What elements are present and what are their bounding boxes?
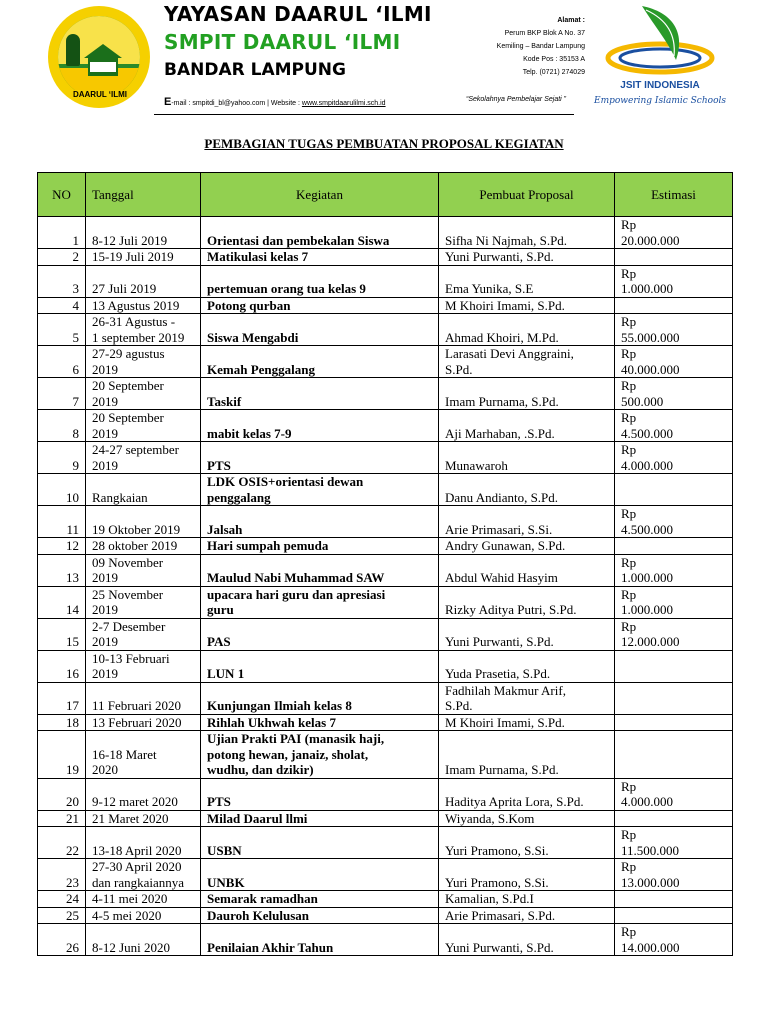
column-header-date: Tanggal: [86, 173, 201, 217]
table-row: [38, 249, 733, 266]
column-header-no: NO: [38, 173, 86, 217]
row-date: 4-5 mei 2020: [86, 907, 201, 924]
row-number: 23: [38, 859, 86, 891]
website-link[interactable]: www.smpitdaarulilmi.sch.id: [301, 100, 386, 107]
row-maker: Munawaroh: [439, 442, 615, 474]
row-maker: Yuni Purwanti, S.Pd.: [439, 249, 615, 266]
row-estimate: Rp 4.500.000: [615, 410, 733, 442]
row-estimate: Rp 500.000: [615, 378, 733, 410]
row-estimate: [615, 650, 733, 682]
row-estimate: Rp 11.500.000: [615, 827, 733, 859]
row-activity: Kunjungan Ilmiah kelas 8: [201, 682, 439, 714]
row-date: 16-18 Maret 2020: [86, 731, 201, 779]
row-number: 14: [38, 586, 86, 618]
table-row: [38, 410, 733, 442]
row-maker: Yuri Pramono, S.Si.: [439, 859, 615, 891]
row-estimate: Rp 55.000.000: [615, 314, 733, 346]
row-date: 2-7 Desember 2019: [86, 618, 201, 650]
row-number: 19: [38, 731, 86, 779]
row-activity: PAS: [201, 618, 439, 650]
row-maker: Yuni Purwanti, S.Pd.: [439, 924, 615, 956]
row-number: 17: [38, 682, 86, 714]
row-maker: Larasati Devi Anggraini, S.Pd.: [439, 346, 615, 378]
row-number: 3: [38, 265, 86, 297]
row-estimate: [615, 810, 733, 827]
address-line: Telp. (0721) 274029: [522, 69, 585, 76]
row-date: 21 Maret 2020: [86, 810, 201, 827]
row-date: 27-29 agustus 2019: [86, 346, 201, 378]
row-number: 20: [38, 778, 86, 810]
table-row: [38, 346, 733, 378]
table-row: [38, 827, 733, 859]
table-row: [38, 714, 733, 731]
row-activity: UNBK: [201, 859, 439, 891]
row-number: 12: [38, 538, 86, 555]
table-row: [38, 538, 733, 555]
row-date: 13 Agustus 2019: [86, 297, 201, 314]
row-number: 25: [38, 907, 86, 924]
school-city: BANDAR LAMPUNG: [164, 60, 346, 80]
row-maker: Danu Andianto, S.Pd.: [439, 474, 615, 506]
row-date: 20 September 2019: [86, 410, 201, 442]
row-maker: Arie Primasari, S.Si.: [439, 506, 615, 538]
table-row: [38, 217, 733, 249]
row-estimate: [615, 907, 733, 924]
row-date: 15-19 Juli 2019: [86, 249, 201, 266]
address-line: Perum BKP Blok A No. 37: [504, 30, 585, 37]
table-row: [38, 891, 733, 908]
row-date: 26-31 Agustus - 1 september 2019: [86, 314, 201, 346]
column-header-activity: Kegiatan: [201, 173, 439, 217]
table-row: [38, 731, 733, 779]
row-activity: LDK OSIS+orientasi dewan penggalang: [201, 474, 439, 506]
document-title: PEMBAGIAN TUGAS PEMBUATAN PROPOSAL KEGIATAN: [204, 136, 564, 151]
row-estimate: Rp 20.000.000: [615, 217, 733, 249]
row-number: 8: [38, 410, 86, 442]
table-row: [38, 810, 733, 827]
row-number: 24: [38, 891, 86, 908]
row-date: 4-11 mei 2020: [86, 891, 201, 908]
row-estimate: Rp 1.000.000: [615, 554, 733, 586]
row-estimate: Rp 4.000.000: [615, 442, 733, 474]
row-estimate: Rp 14.000.000: [615, 924, 733, 956]
row-number: 2: [38, 249, 86, 266]
row-maker: Rizky Aditya Putri, S.Pd.: [439, 586, 615, 618]
row-activity: Ujian Prakti PAI (manasik haji, potong hewan, janaiz, sholat, wudhu, dan dzikir): [201, 731, 439, 779]
row-maker: Yuni Purwanti, S.Pd.: [439, 618, 615, 650]
row-number: 4: [38, 297, 86, 314]
row-activity: Kemah Penggalang: [201, 346, 439, 378]
address-label: Alamat :: [557, 17, 585, 24]
table-row: [38, 378, 733, 410]
foundation-name: YAYASAN DAARUL ‘ILMI: [164, 2, 432, 26]
row-date: Rangkaian: [86, 474, 201, 506]
row-date: 13 Februari 2020: [86, 714, 201, 731]
column-header-estimate: Estimasi: [615, 173, 733, 217]
row-maker: Haditya Aprita Lora, S.Pd.: [439, 778, 615, 810]
row-date: 19 Oktober 2019: [86, 506, 201, 538]
address-block: [471, 14, 585, 79]
row-date: 27-30 April 2020 dan rangkaiannya: [86, 859, 201, 891]
task-table: [37, 172, 733, 956]
row-estimate: [615, 731, 733, 779]
row-estimate: [615, 891, 733, 908]
row-date: 11 Februari 2020: [86, 682, 201, 714]
row-number: 10: [38, 474, 86, 506]
table-row: [38, 474, 733, 506]
row-maker: Sifha Ni Najmah, S.Pd.: [439, 217, 615, 249]
row-maker: Yuri Pramono, S.Si.: [439, 827, 615, 859]
table-row: [38, 650, 733, 682]
table-row: [38, 586, 733, 618]
row-maker: Ema Yunika, S.E: [439, 265, 615, 297]
row-estimate: Rp 1.000.000: [615, 265, 733, 297]
network-name: JSIT INDONESIA: [620, 80, 700, 91]
row-maker: Kamalian, S.Pd.I: [439, 891, 615, 908]
row-date: 25 November 2019: [86, 586, 201, 618]
row-maker: Aji Marhaban, .S.Pd.: [439, 410, 615, 442]
row-maker: Abdul Wahid Hasyim: [439, 554, 615, 586]
row-activity: upacara hari guru dan apresiasi guru: [201, 586, 439, 618]
row-estimate: [615, 249, 733, 266]
quill-swoosh-icon: [594, 2, 724, 82]
row-estimate: [615, 538, 733, 555]
table-row: [38, 554, 733, 586]
row-estimate: Rp 40.000.000: [615, 346, 733, 378]
school-motto: “Sekolahnya Pembelajar Sejati ”: [466, 96, 566, 103]
row-estimate: [615, 682, 733, 714]
school-logo-emblem: [58, 16, 140, 98]
row-activity: Orientasi dan pembekalan Siswa: [201, 217, 439, 249]
letterhead: [46, 0, 726, 118]
table-row: [38, 682, 733, 714]
row-number: 9: [38, 442, 86, 474]
row-activity: Hari sumpah pemuda: [201, 538, 439, 555]
row-activity: PTS: [201, 442, 439, 474]
row-date: 28 oktober 2019: [86, 538, 201, 555]
row-activity: Siswa Mengabdi: [201, 314, 439, 346]
row-number: 6: [38, 346, 86, 378]
row-estimate: [615, 474, 733, 506]
contact-email: -mail : smpitdi_bl@yahoo.com | Website :: [171, 100, 302, 107]
row-date: 9-12 maret 2020: [86, 778, 201, 810]
row-activity: LUN 1: [201, 650, 439, 682]
row-date: 24-27 september 2019: [86, 442, 201, 474]
row-estimate: Rp 12.000.000: [615, 618, 733, 650]
table-row: [38, 859, 733, 891]
table-row: [38, 778, 733, 810]
contact-prefix: E: [164, 96, 172, 108]
row-estimate: Rp 1.000.000: [615, 586, 733, 618]
row-maker: Imam Purnama, S.Pd.: [439, 378, 615, 410]
row-number: 11: [38, 506, 86, 538]
row-estimate: Rp 4.500.000: [615, 506, 733, 538]
row-estimate: [615, 714, 733, 731]
row-activity: Rihlah Ukhwah kelas 7: [201, 714, 439, 731]
row-date: 09 November 2019: [86, 554, 201, 586]
table-row: [38, 907, 733, 924]
row-activity: Jalsah: [201, 506, 439, 538]
row-activity: Maulud Nabi Muhammad SAW: [201, 554, 439, 586]
school-name: SMPIT DAARUL ‘ILMI: [164, 30, 401, 54]
school-logo: [48, 6, 150, 108]
table-row: [38, 618, 733, 650]
row-activity: USBN: [201, 827, 439, 859]
network-tagline: Empowering Islamic Schools: [594, 96, 726, 106]
row-date: 20 September 2019: [86, 378, 201, 410]
table-row: [38, 506, 733, 538]
row-activity: Taskif: [201, 378, 439, 410]
palm-tree-icon: [66, 34, 80, 66]
row-number: 5: [38, 314, 86, 346]
row-activity: Dauroh Kelulusan: [201, 907, 439, 924]
row-number: 26: [38, 924, 86, 956]
row-estimate: Rp 13.000.000: [615, 859, 733, 891]
row-activity: Potong qurban: [201, 297, 439, 314]
column-header-maker: Pembuat Proposal: [439, 173, 615, 217]
row-number: 13: [38, 554, 86, 586]
row-number: 15: [38, 618, 86, 650]
open-book-icon: [90, 62, 116, 72]
row-maker: M Khoiri Imami, S.Pd.: [439, 297, 615, 314]
row-activity: Milad Daarul llmi: [201, 810, 439, 827]
row-number: 16: [38, 650, 86, 682]
row-number: 18: [38, 714, 86, 731]
row-number: 7: [38, 378, 86, 410]
row-maker: Ahmad Khoiri, M.Pd.: [439, 314, 615, 346]
row-activity: Matikulasi kelas 7: [201, 249, 439, 266]
row-maker: Imam Purnama, S.Pd.: [439, 731, 615, 779]
address-line: Kode Pos : 35153 A: [523, 56, 585, 63]
row-maker: Arie Primasari, S.Pd.: [439, 907, 615, 924]
row-activity: pertemuan orang tua kelas 9: [201, 265, 439, 297]
row-date: 8-12 Juli 2019: [86, 217, 201, 249]
row-activity: Penilaian Akhir Tahun: [201, 924, 439, 956]
row-maker: Andry Gunawan, S.Pd.: [439, 538, 615, 555]
jsit-logo: [594, 2, 724, 112]
row-maker: M Khoiri Imami, S.Pd.: [439, 714, 615, 731]
table-row: [38, 442, 733, 474]
row-number: 22: [38, 827, 86, 859]
row-number: 1: [38, 217, 86, 249]
table-header-row: [38, 173, 733, 217]
row-activity: mabit kelas 7-9: [201, 410, 439, 442]
row-date: 8-12 Juni 2020: [86, 924, 201, 956]
header-divider: [154, 114, 574, 115]
row-activity: PTS: [201, 778, 439, 810]
contact-line: [164, 96, 386, 108]
table-row: [38, 297, 733, 314]
row-date: 27 Juli 2019: [86, 265, 201, 297]
table-row: [38, 314, 733, 346]
row-maker: Fadhilah Makmur Arif, S.Pd.: [439, 682, 615, 714]
row-estimate: Rp 4.000.000: [615, 778, 733, 810]
row-maker: Yuda Prasetia, S.Pd.: [439, 650, 615, 682]
row-date: 10-13 Februari 2019: [86, 650, 201, 682]
table-row: [38, 265, 733, 297]
address-line: Kemiling – Bandar Lampung: [496, 43, 585, 50]
row-estimate: [615, 297, 733, 314]
row-number: 21: [38, 810, 86, 827]
table-row: [38, 924, 733, 956]
row-date: 13-18 April 2020: [86, 827, 201, 859]
row-maker: Wiyanda, S.Kom: [439, 810, 615, 827]
row-activity: Semarak ramadhan: [201, 891, 439, 908]
school-logo-caption: DAARUL ‘ILMI: [72, 90, 128, 99]
